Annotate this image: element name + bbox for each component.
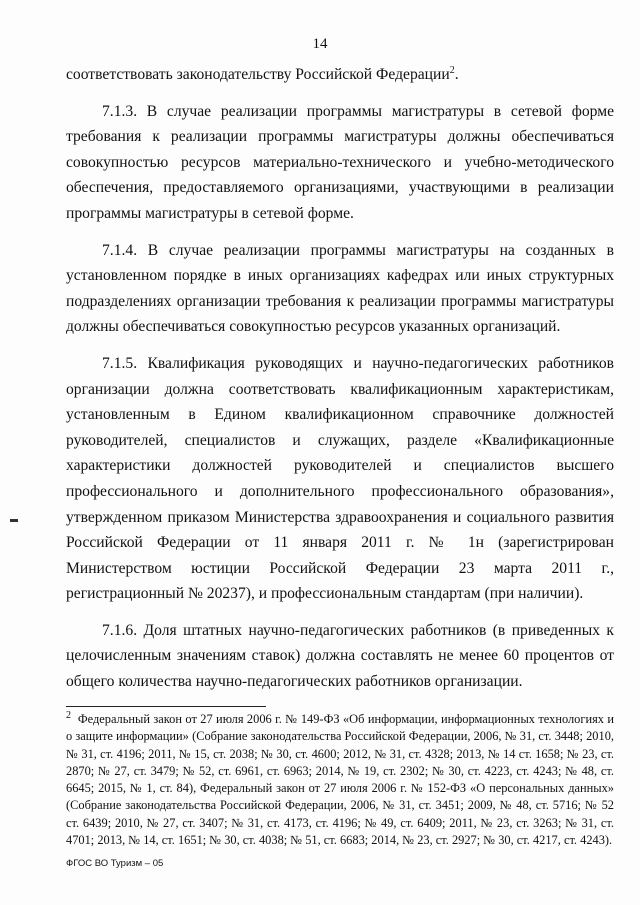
paragraph-7-1-5: 7.1.5. Квалификация руководящих и научно-педагогических работников организации должна соответствовать квалификационным характеристикам, установленным в Едином квалификационном справочнике должностей руководителей, специалистов и служащих, разделе «Квалификационные характеристики должностей руководителей и специалистов высшего профессионального и дополнительного профессионального образования», утвержденном приказом Министерства здравоохранения и социального развития Российской Федерации от 11 января 2011 г. № 1н (зарегистрирован Министерством юстиции Российской Федерации 23 марта 2011 г., регистрационный № 20237), и профессиональным стандартам (при наличии).	[66, 354, 614, 603]
footnote-marker: 2	[66, 709, 71, 721]
main-text	[66, 62, 614, 706]
footnote-text: Федеральный закон от 27 июля 2006 г. № 149-ФЗ «Об информации, информационных технологиях и о защите информации» (Собрание законодательства Российской Федерации, 2006, № 31, ст. 3448; 2010, № 31, ст. 4196; 2011, № 15, ст. 2038; № 30, ст. 4600; 2012, № 31, ст. 4328; 2013, № 14 ст. 1658; № 23, ст. 2870; № 27, ст. 3479; № 52, ст. 6961, ст. 6963; 2014, № 19, ст. 2302; № 30, ст. 4223, ст. 4243; № 48, ст. 6645; 2015, № 1, ст. 84), Федеральный закон от 27 июля 2006 г. № 152-ФЗ «О персональных данных» (Собрание законодательства Российской Федерации, 2006, № 31, ст. 3451; 2009, № 48, ст. 5716; № 52 ст. 6439; 2010, № 27, ст. 3407; № 31, ст. 4173, ст. 4196; № 49, ст. 6409; 2011, № 23, ст. 3263; № 31, ст. 4701; 2013, № 14, ст. 1651; № 30, ст. 4038; № 51, ст. 6683; 2014, № 23, ст. 2927; № 30, ст. 4217, ст. 4243).	[66, 712, 615, 848]
footnote-divider	[66, 706, 266, 707]
paragraph-tail: .	[454, 66, 459, 83]
footer-document-code: ФГОС ВО Туризм – 05	[66, 858, 164, 869]
paragraph-7-1-3: 7.1.3. В случае реализации программы магистратуры в сетевой форме требования к реализации программы магистратуры должны обеспечиваться совокупностью ресурсов материально-технического и учебно-методического обеспечения, предоставляемого организациями, участвующими в реализации программы магистратуры в сетевой форме.	[66, 102, 614, 222]
footnote	[66, 711, 614, 849]
paragraph-7-1-6: 7.1.6. Доля штатных научно-педагогических работников (в приведенных к целочисленным значениям ставок) должна составлять не менее 60 процентов от общего количества научно-педагогических работников организации.	[66, 621, 614, 691]
paragraph-text: соответствовать законодательству Российской Федерации	[66, 66, 450, 83]
page-number: 14	[312, 36, 328, 52]
footnote-reference: 2	[449, 64, 455, 76]
paragraph-continuation	[66, 62, 614, 88]
paragraph-7-1-4: 7.1.4. В случае реализации программы магистратуры на созданных в установленном порядке в иных организациях кафедрах или иных структурных подразделениях организации требования к реализации программы магистратуры должны обеспечиваться совокупностью ресурсов указанных организаций.	[66, 241, 614, 336]
binding-mark	[10, 519, 18, 522]
